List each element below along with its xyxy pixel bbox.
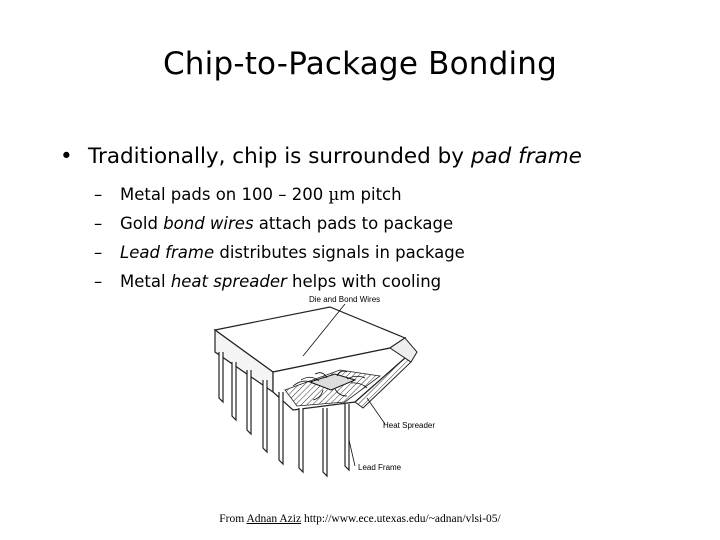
- sub-bullet-text: Metal pads on 100 – 200 µm pitch: [120, 185, 402, 204]
- sub-bullet-pad-pitch: [94, 180, 694, 209]
- sub-bullet-lead-frame: [94, 238, 694, 267]
- main-bullet-emphasis: pad frame: [470, 144, 582, 169]
- sub-bullet-text: Lead frame distributes signals in package: [120, 243, 465, 262]
- source-credit: [0, 513, 720, 525]
- sub-bullet-bond-wires: [94, 209, 694, 238]
- label-lead-frame: Lead Frame: [358, 463, 402, 472]
- author-link[interactable]: Adnan Aziz: [246, 513, 302, 525]
- slide-title: Chip-to-Package Bonding: [162, 46, 558, 82]
- label-die-bond-wires: Die and Bond Wires: [309, 295, 381, 304]
- sub-bullet-list: [94, 180, 694, 296]
- main-bullet: [60, 144, 700, 169]
- sub-bullet-text: Gold bond wires attach pads to package: [120, 214, 454, 233]
- credit-prefix: From: [219, 513, 247, 525]
- dash-icon: –: [94, 243, 103, 262]
- dash-icon: –: [94, 185, 103, 204]
- label-heat-spreader: Heat Spreader: [383, 421, 436, 430]
- main-bullet-text: Traditionally, chip is surrounded by: [88, 144, 471, 169]
- credit-url: http://www.ece.utexas.edu/~adnan/vlsi-05/: [301, 513, 501, 525]
- sub-bullet-text: Metal heat spreader helps with cooling: [120, 272, 442, 291]
- bullet-dot-icon: •: [60, 144, 73, 169]
- dash-icon: –: [94, 272, 103, 291]
- package-cutaway-diagram: [195, 290, 495, 480]
- dash-icon: –: [94, 214, 103, 233]
